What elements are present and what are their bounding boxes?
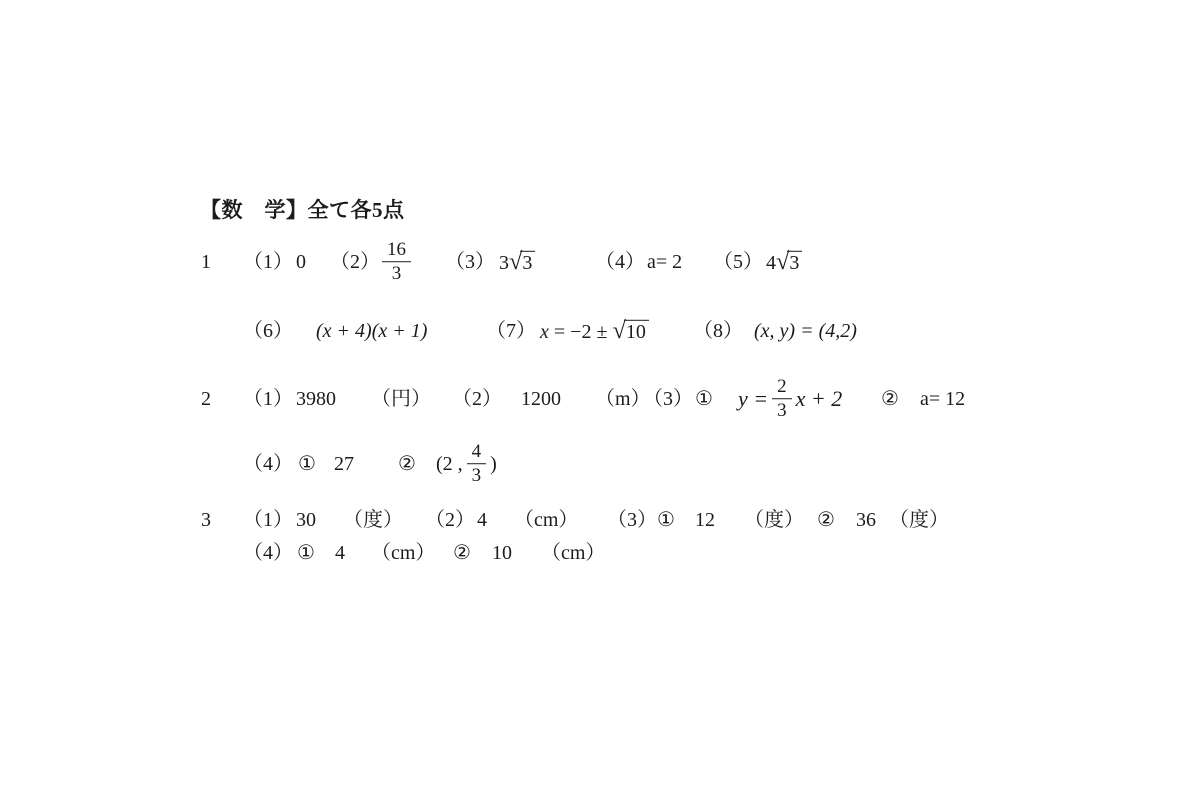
q2-4-2-answer-coordinate: (2 , $\frac{4}{3}$ ) bbox=[436, 441, 497, 487]
q1-8-answer: (x, y) = (4,2) bbox=[754, 320, 857, 342]
q2-3-label: （3） bbox=[643, 388, 693, 410]
q2-2-label: （2） bbox=[452, 388, 502, 410]
q3-3-2-unit: （度） bbox=[889, 509, 949, 531]
q1-8-label: （8） bbox=[693, 320, 743, 342]
q2-4-1-answer: 27 bbox=[334, 453, 354, 475]
q2-2-unit: （m） bbox=[595, 388, 651, 410]
q2-2-answer: 1200 bbox=[521, 388, 561, 410]
q3-2-answer: 4 bbox=[477, 509, 487, 531]
q3-3-label: （3） bbox=[607, 509, 657, 531]
q3-1-label: （1） bbox=[243, 509, 293, 531]
q3-3-1-unit: （度） bbox=[744, 509, 804, 531]
q1-7-label: （7） bbox=[486, 320, 536, 342]
q2-1-label: （1） bbox=[243, 388, 293, 410]
q1-1-answer: 0 bbox=[296, 251, 306, 273]
q2-1-unit: （円） bbox=[371, 388, 431, 410]
q1-1-label: （1） bbox=[243, 251, 293, 273]
q3-1-answer: 30 bbox=[296, 509, 316, 531]
circled-2-icon: ② bbox=[817, 509, 835, 531]
q2-1-answer: 3980 bbox=[296, 388, 336, 410]
q1-3-label: （3） bbox=[445, 251, 495, 273]
q2-3-2-answer: a= 12 bbox=[920, 388, 966, 410]
circled-2-icon: ② bbox=[881, 388, 899, 410]
q1-5-label: （5） bbox=[713, 251, 763, 273]
q3-3-1-answer: 12 bbox=[695, 509, 715, 531]
q1-5-answer: 4√3 bbox=[766, 250, 802, 274]
circled-2-icon: ② bbox=[398, 453, 416, 475]
q1-2-label: （2） bbox=[330, 251, 380, 273]
q3-4-2-answer: 10 bbox=[492, 542, 512, 564]
q1-2-answer-fraction bbox=[382, 239, 411, 285]
fraction: $\frac{4}{3}$ bbox=[467, 441, 487, 487]
sqrt-expression: √3 bbox=[776, 252, 802, 274]
q1-6-label: （6） bbox=[243, 320, 293, 342]
q1-3-answer: 3√3 bbox=[499, 250, 535, 274]
q3-4-2-unit: （cm） bbox=[541, 542, 606, 564]
circled-1-icon: ① bbox=[298, 453, 316, 475]
fraction: $\frac{2}{3}$ bbox=[772, 376, 792, 422]
circled-1-icon: ① bbox=[695, 388, 713, 410]
q3-4-label: （4） bbox=[243, 542, 293, 564]
q2-4-label: （4） bbox=[243, 453, 293, 475]
question-number-1: 1 bbox=[201, 251, 211, 273]
fraction: $\frac{16}{3}$ bbox=[382, 239, 411, 285]
circled-1-icon: ① bbox=[657, 509, 675, 531]
sqrt-expression: √10 bbox=[612, 321, 648, 343]
question-number-3: 3 bbox=[201, 509, 211, 531]
q3-4-1-answer: 4 bbox=[335, 542, 345, 564]
q3-1-unit: （度） bbox=[343, 509, 403, 531]
q1-4-answer: a= 2 bbox=[647, 251, 683, 273]
q3-3-2-answer: 36 bbox=[856, 509, 876, 531]
q2-3-1-answer-equation: y = $\frac{2}{3}$ x + 2 bbox=[738, 376, 843, 422]
q1-7-answer: x = −2 ± √10 bbox=[540, 319, 649, 343]
q1-6-answer: (x + 4)(x + 1) bbox=[316, 320, 428, 342]
circled-1-icon: ① bbox=[297, 542, 315, 564]
sqrt-expression: √3 bbox=[509, 252, 535, 274]
circled-2-icon: ② bbox=[453, 542, 471, 564]
q3-2-label: （2） bbox=[425, 509, 475, 531]
q1-4-label: （4） bbox=[595, 251, 645, 273]
q3-4-1-unit: （cm） bbox=[371, 542, 436, 564]
q3-2-unit: （cm） bbox=[514, 509, 579, 531]
question-number-2: 2 bbox=[201, 388, 211, 410]
page-title: 【数 学】全て各5点 bbox=[200, 198, 405, 222]
